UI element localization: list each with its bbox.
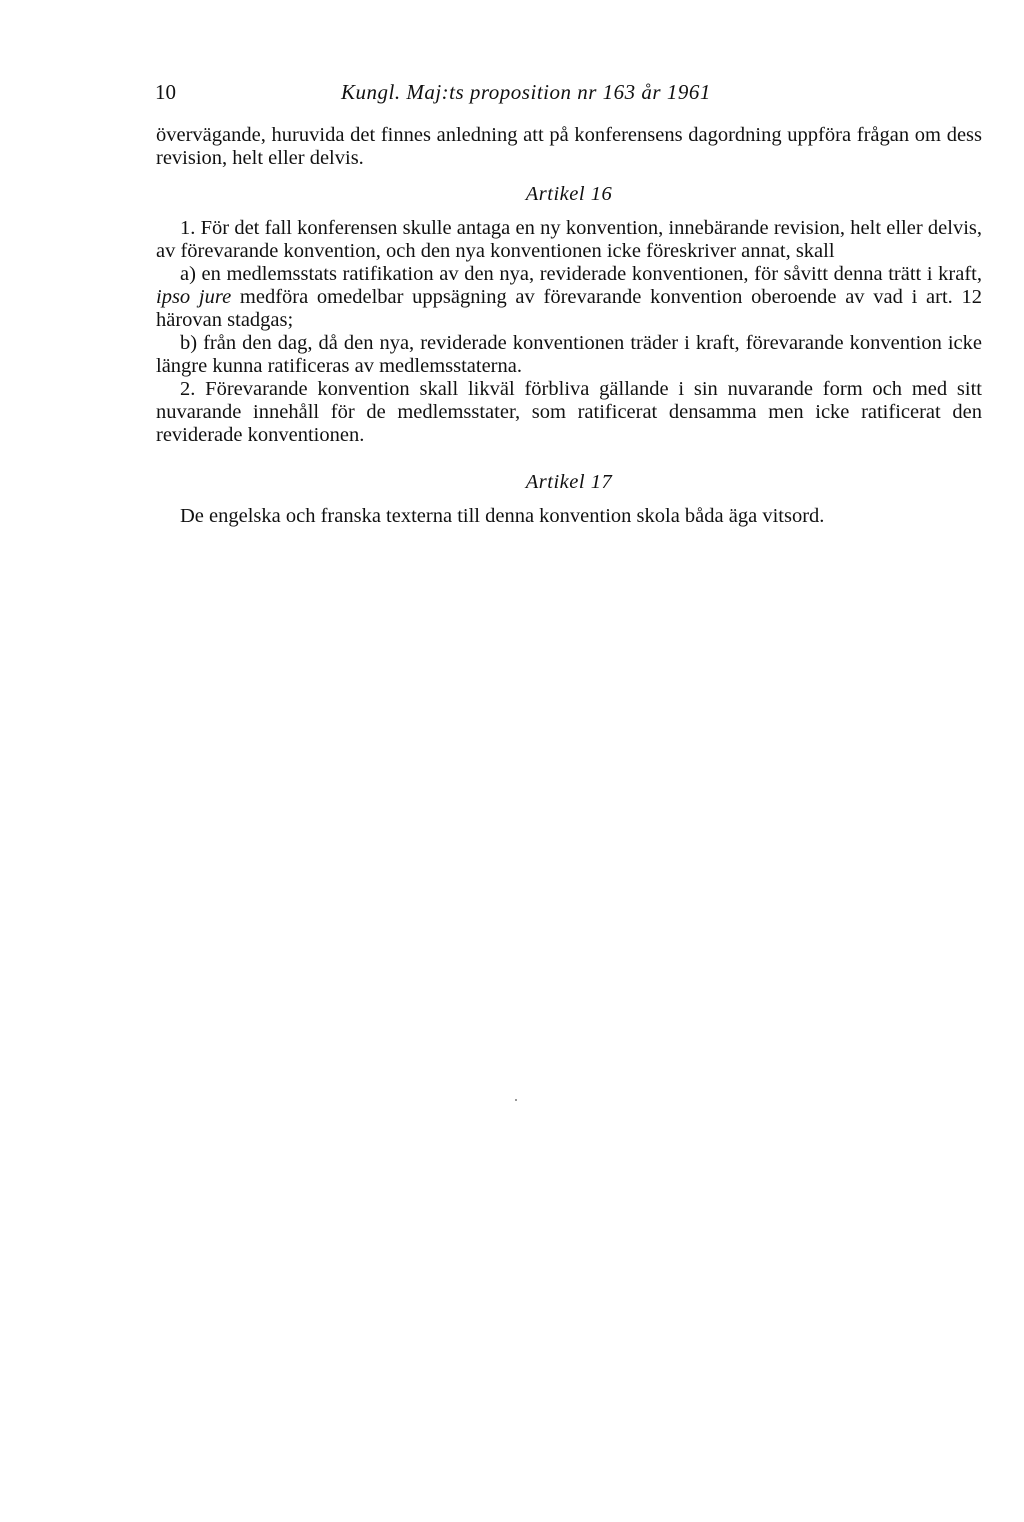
article-16-clause-a — [156, 263, 982, 332]
article-16-clause-b: b) från den dag, då den nya, reviderade konventionen träder i kraft, förevarande konvention icke längre kunna ratificeras av medlemsstaterna. — [156, 332, 982, 377]
clause-a-latin-phrase: ipso jure — [156, 286, 232, 308]
page-number: 10 — [155, 80, 176, 104]
scan-speck — [515, 1099, 517, 1101]
clause-a-text-start: a) en medlemsstats ratifikation av den nya, reviderade konventionen, för såvitt denna trätt i kraft, — [180, 263, 982, 285]
article-16-paragraph-2: 2. Förevarande konvention skall likväl förbliva gällande i sin nuvarande form och med sitt nuvarande innehåll för de medlemsstater, som ratificerat densamma men icke ratificerat den reviderade konventionen. — [156, 378, 982, 446]
page-header — [155, 80, 980, 110]
intro-paragraph: övervägande, huruvida det finnes anledning att på konferensens dagordning uppföra frågan om dess revision, helt eller delvis. — [156, 124, 982, 169]
article-17-heading: Artikel 17 — [525, 471, 613, 493]
running-title: Kungl. Maj:ts proposition nr 163 år 1961 — [341, 80, 711, 104]
clause-a-text-end: medföra omedelbar uppsägning av förevarande konvention oberoende av vad i art. 12 härovan stadgas; — [156, 286, 983, 331]
document-body — [156, 124, 982, 528]
article-16-paragraph-1: 1. För det fall konferensen skulle antaga en ny konvention, innebärande revision, helt eller delvis, av förevarande konvention, och den nya konventionen icke föreskriver annat, skall — [156, 217, 982, 262]
article-17-paragraph-1: De engelska och franska texterna till denna konvention skola båda äga vitsord. — [180, 505, 825, 527]
article-16-heading: Artikel 16 — [525, 183, 613, 205]
